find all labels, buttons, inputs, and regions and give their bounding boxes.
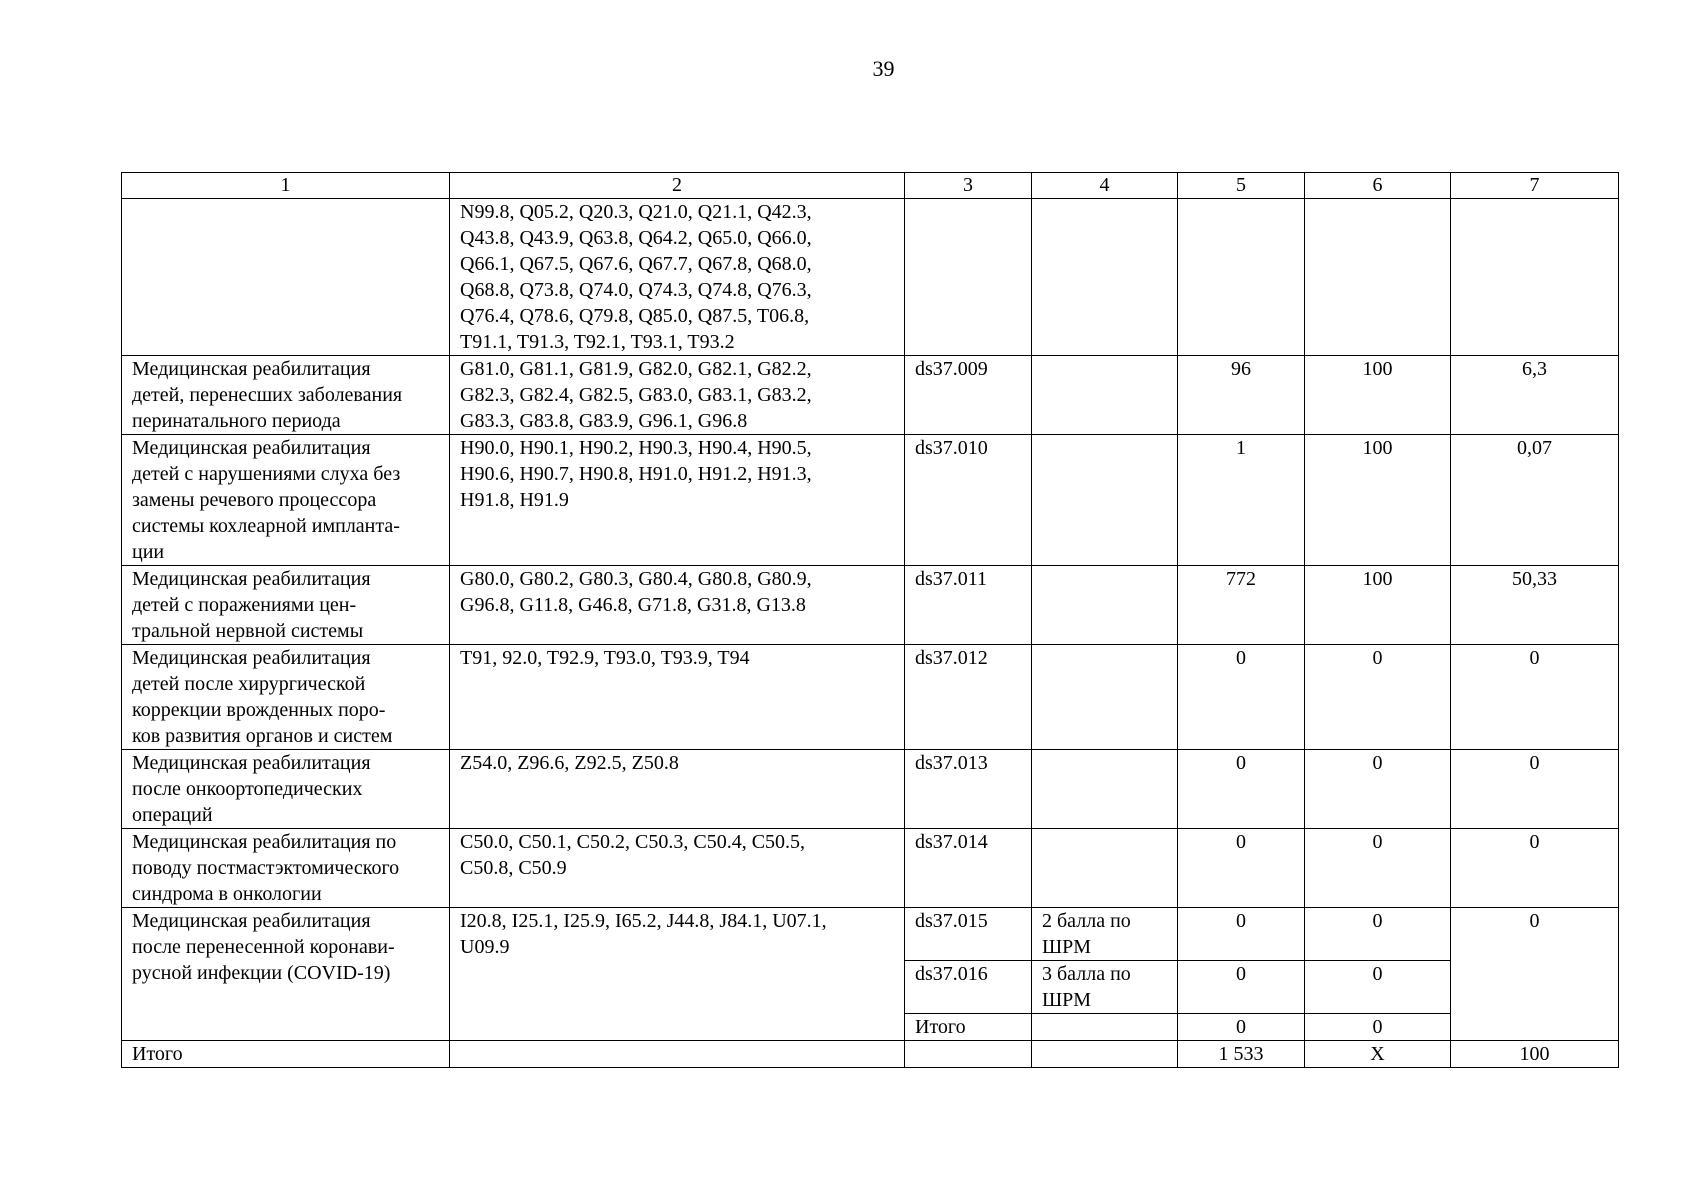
extra-criterion: 3 балла по ШРМ (1032, 961, 1178, 1014)
ds-code (905, 199, 1032, 356)
extra-criterion (1032, 199, 1178, 356)
value-col6: 0 (1305, 908, 1451, 961)
ds-code: ds37.015 (905, 908, 1032, 961)
table-row (122, 356, 1619, 435)
profile-name: Медицинская реабилитация после перенесенной коронави- русной инфекции (COVID-19) (122, 908, 450, 1041)
total-label: Итого (122, 1041, 450, 1068)
header-row (122, 173, 1619, 199)
value-col5: 1 (1178, 435, 1305, 566)
value-col7: 0 (1451, 908, 1619, 1041)
header-cell: 5 (1178, 173, 1305, 199)
value-col6: 0 (1305, 645, 1451, 750)
header-cell: 1 (122, 173, 450, 199)
header-cell: 4 (1032, 173, 1178, 199)
diagnosis-codes: T91, 92.0, T92.9, T93.0, T93.9, T94 (450, 645, 905, 750)
value-col7: 50,33 (1451, 566, 1619, 645)
table-row-covid (122, 908, 1619, 961)
value-col6: 0 (1305, 750, 1451, 829)
extra-criterion: 2 балла по ШРМ (1032, 908, 1178, 961)
value-col6 (1305, 199, 1451, 356)
value-col6: 100 (1305, 435, 1451, 566)
extra-criterion (1032, 566, 1178, 645)
value-col6: 100 (1305, 566, 1451, 645)
diagnosis-codes: N99.8, Q05.2, Q20.3, Q21.0, Q21.1, Q42.3, Q43.8, Q43.9, Q63.8, Q64.2, Q65.0, Q66.0, Q66.1, Q67.5, Q67.6, Q67.7, Q67.8, Q68.0, Q68.8, Q73.8, Q74.0, Q74.3, Q74.8, Q76.3, Q76.4, Q78.6, Q79.8, Q85.0, Q87.5, T06.8, T91.1, T91.3, T92.1, T93.1, T93.2 (450, 199, 905, 356)
ds-code: ds37.010 (905, 435, 1032, 566)
value-col7: 0 (1451, 829, 1619, 908)
table-row (122, 750, 1619, 829)
profile-name (122, 199, 450, 356)
profile-name: Медицинская реабилитация детей с поражениями цен- тральной нервной системы (122, 566, 450, 645)
total-row (122, 1041, 1619, 1068)
value-col6: 0 (1305, 829, 1451, 908)
diagnosis-codes: H90.0, H90.1, H90.2, H90.3, H90.4, H90.5, H90.6, H90.7, H90.8, H91.0, H91.2, H91.3, H91.8, H91.9 (450, 435, 905, 566)
value-col5: 772 (1178, 566, 1305, 645)
extra-criterion (1032, 645, 1178, 750)
header-cell: 7 (1451, 173, 1619, 199)
diagnosis-codes: I20.8, I25.1, I25.9, I65.2, J44.8, J84.1, U07.1, U09.9 (450, 908, 905, 1041)
table-row (122, 435, 1619, 566)
value-col7 (1451, 199, 1619, 356)
rehabilitation-table (121, 172, 1619, 1068)
value-col7: 100 (1451, 1041, 1619, 1068)
profile-name: Медицинская реабилитация детей, перенесших заболевания перинатального периода (122, 356, 450, 435)
extra-criterion (1032, 435, 1178, 566)
value-col5: 0 (1178, 961, 1305, 1014)
value-col5: 96 (1178, 356, 1305, 435)
profile-name: Медицинская реабилитация детей после хирургической коррекции врожденных поро- ков развития органов и систем (122, 645, 450, 750)
ds-code: ds37.011 (905, 566, 1032, 645)
value-col5: 0 (1178, 1014, 1305, 1041)
value-col7: 0 (1451, 645, 1619, 750)
extra-criterion (1032, 1041, 1178, 1068)
table-row (122, 566, 1619, 645)
diagnosis-codes: G81.0, G81.1, G81.9, G82.0, G82.1, G82.2, G82.3, G82.4, G82.5, G83.0, G83.1, G83.2, G83.3, G83.8, G83.9, G96.1, G96.8 (450, 356, 905, 435)
ds-code: ds37.013 (905, 750, 1032, 829)
value-col6: 0 (1305, 961, 1451, 1014)
diagnosis-codes: Z54.0, Z96.6, Z92.5, Z50.8 (450, 750, 905, 829)
value-col5: 0 (1178, 829, 1305, 908)
profile-name: Медицинская реабилитация после онкоортопедических операций (122, 750, 450, 829)
extra-criterion (1032, 1014, 1178, 1041)
extra-criterion (1032, 829, 1178, 908)
diagnosis-codes: C50.0, C50.1, C50.2, C50.3, C50.4, C50.5, C50.8, C50.9 (450, 829, 905, 908)
ds-code: ds37.014 (905, 829, 1032, 908)
value-col5 (1178, 199, 1305, 356)
table-row (122, 199, 1619, 356)
header-cell: 6 (1305, 173, 1451, 199)
ds-code: ds37.012 (905, 645, 1032, 750)
extra-criterion (1032, 750, 1178, 829)
ds-code: ds37.016 (905, 961, 1032, 1014)
header-cell: 3 (905, 173, 1032, 199)
value-col6: X (1305, 1041, 1451, 1068)
ds-code: Итого (905, 1014, 1032, 1041)
ds-code (905, 1041, 1032, 1068)
value-col5: 0 (1178, 645, 1305, 750)
ds-code: ds37.009 (905, 356, 1032, 435)
profile-name: Медицинская реабилитация детей с нарушениями слуха без замены речевого процессора системы кохлеарной импланта- ции (122, 435, 450, 566)
diagnosis-codes: G80.0, G80.2, G80.3, G80.4, G80.8, G80.9, G96.8, G11.8, G46.8, G71.8, G31.8, G13.8 (450, 566, 905, 645)
header-cell: 2 (450, 173, 905, 199)
value-col5: 0 (1178, 908, 1305, 961)
value-col5: 1 533 (1178, 1041, 1305, 1068)
value-col7: 0,07 (1451, 435, 1619, 566)
diagnosis-codes (450, 1041, 905, 1068)
value-col5: 0 (1178, 750, 1305, 829)
table-row (122, 829, 1619, 908)
extra-criterion (1032, 356, 1178, 435)
value-col7: 0 (1451, 750, 1619, 829)
profile-name: Медицинская реабилитация по поводу постмастэктомического синдрома в онкологии (122, 829, 450, 908)
value-col6: 100 (1305, 356, 1451, 435)
value-col7: 6,3 (1451, 356, 1619, 435)
value-col6: 0 (1305, 1014, 1451, 1041)
page-number: 39 (872, 56, 895, 81)
table-row (122, 645, 1619, 750)
